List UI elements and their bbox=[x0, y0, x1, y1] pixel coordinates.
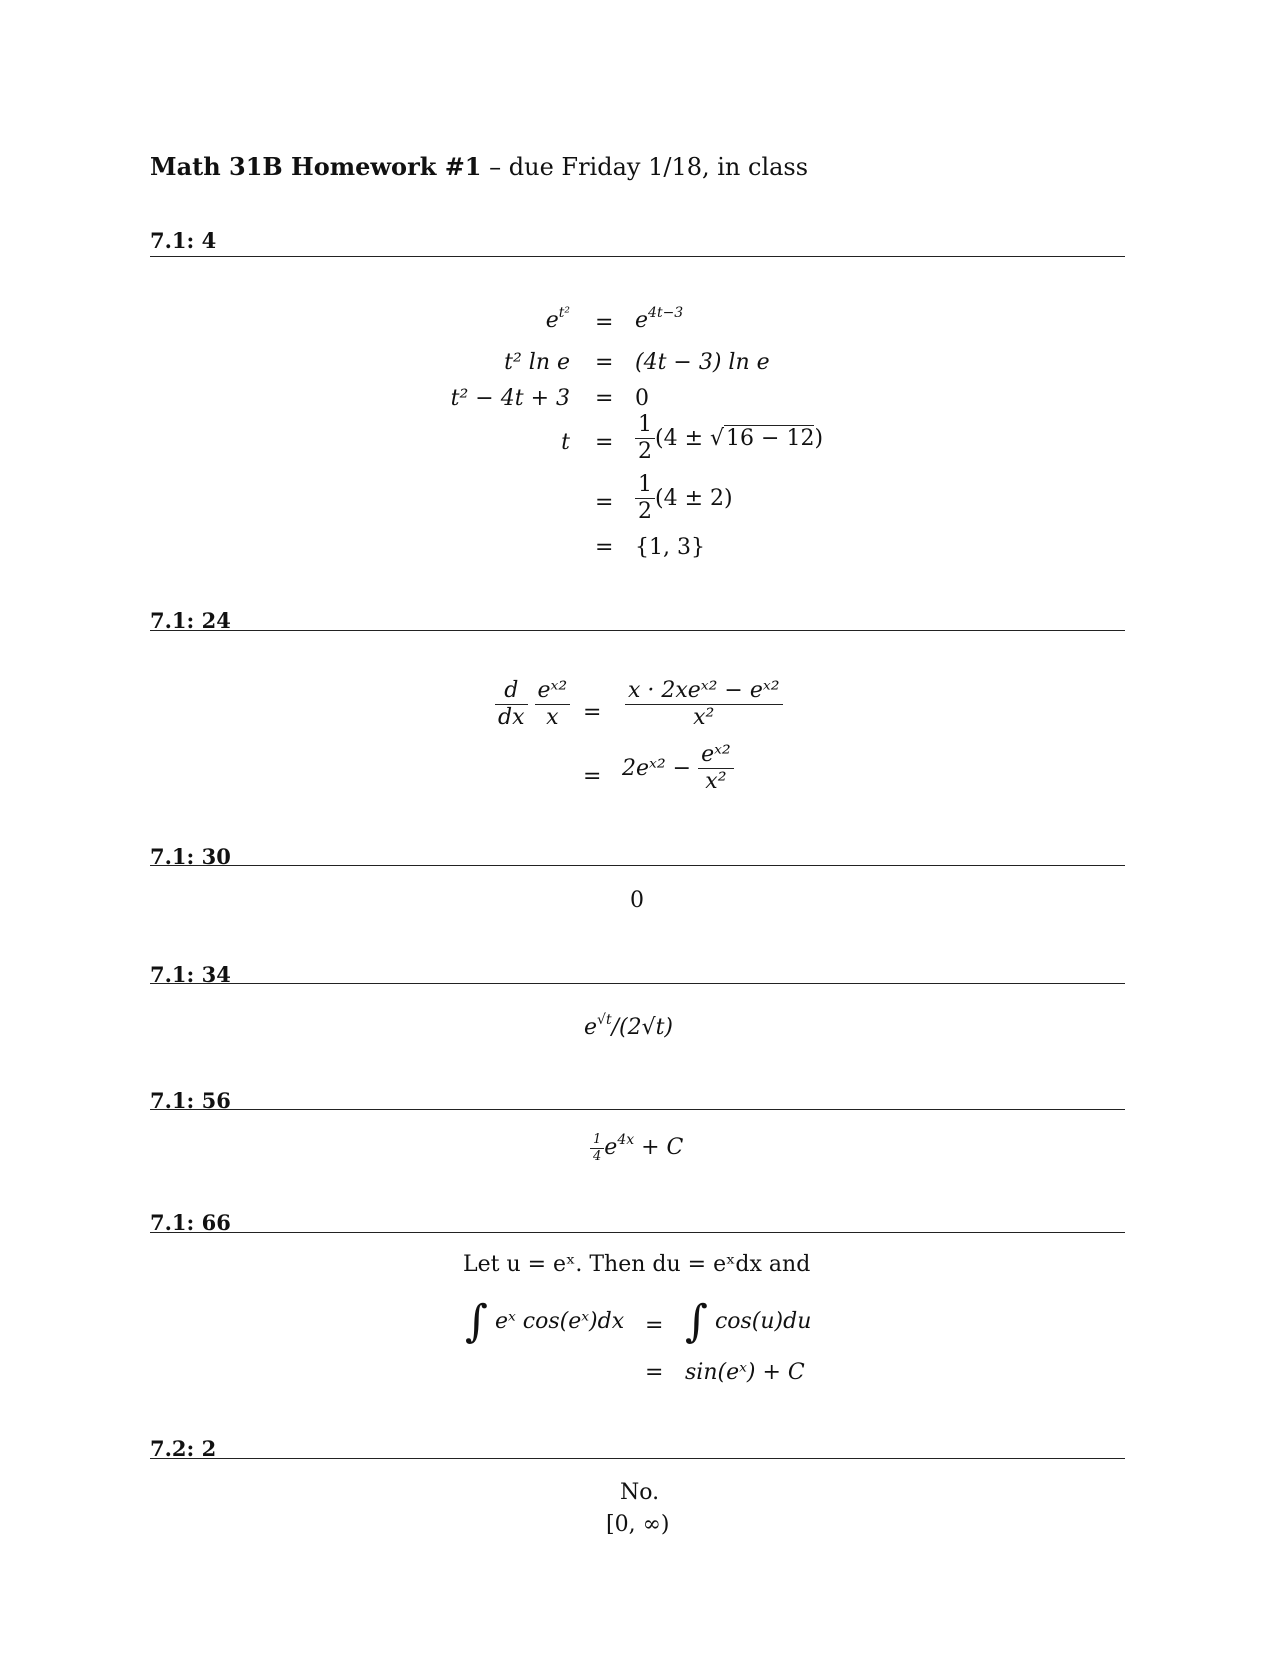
quotient-fraction: $\frac{\text{x · 2xeˣ² − eˣ²}}{\text{x²}}$ bbox=[625, 678, 783, 732]
derivative-lhs bbox=[495, 678, 570, 732]
one-half-fraction: $\frac{1}{2}$ bbox=[635, 472, 655, 526]
eq-line-1-rhs: $e^{4t-3}$ bbox=[635, 305, 684, 333]
section-label: 7.2: 2 bbox=[150, 1436, 217, 1461]
derivative-rhs-2: 2eˣ² − $\frac{\text{eˣ²}}{\text{x²}}$ bbox=[622, 742, 734, 796]
answer-7-2-2-line1: No. bbox=[620, 1480, 660, 1505]
answer-7-2-2-line2: [0, ∞) bbox=[606, 1512, 670, 1537]
page-title bbox=[150, 152, 808, 181]
equals-sign: = bbox=[583, 764, 602, 789]
equals-sign: = bbox=[595, 430, 614, 455]
one-half-fraction: $\frac{1}{2}$ bbox=[635, 412, 655, 466]
eq-line-4-lhs: t bbox=[561, 430, 570, 455]
section-label: 7.1: 4 bbox=[150, 228, 217, 253]
d-dx-fraction: $\frac{d}{dx}$ bbox=[495, 678, 528, 732]
integral-rhs-1: ∫ cos(u)du bbox=[685, 1296, 812, 1347]
section-rule bbox=[150, 983, 1125, 984]
integral-rhs-2: sin(eˣ) + C bbox=[685, 1360, 805, 1385]
title-bold: Math 31B Homework #1 bbox=[150, 152, 482, 181]
eq-line-5-rhs: $\frac{1}{2}$ (4 ± 2) bbox=[635, 472, 733, 526]
section-label: 7.1: 34 bbox=[150, 962, 231, 987]
function-fraction: $\frac{\text{eˣ²}}{x}$ bbox=[535, 678, 571, 732]
section-rule bbox=[150, 256, 1125, 257]
equals-sign: = bbox=[595, 350, 614, 375]
one-quarter-fraction: $\frac{1}{4}$ bbox=[590, 1132, 604, 1164]
section-label: 7.1: 66 bbox=[150, 1210, 231, 1235]
section-rule bbox=[150, 865, 1125, 866]
answer-7-1-34: $e^{√t}/(2√t)$ bbox=[584, 1012, 674, 1040]
section-rule bbox=[150, 1458, 1125, 1459]
section-rule bbox=[150, 630, 1125, 631]
eq-line-6-rhs: {1, 3} bbox=[635, 535, 705, 560]
eq-line-2-rhs: (4t − 3) ln e bbox=[635, 350, 770, 375]
equals-sign: = bbox=[645, 1360, 664, 1385]
title-rest: – due Friday 1/18, in class bbox=[489, 153, 809, 181]
answer-7-1-56: $\frac{1}{4}$ $e^{4x} + C$ bbox=[590, 1132, 683, 1164]
substitution-intro: Let u = eˣ. Then du = eˣdx and bbox=[463, 1252, 811, 1277]
equals-sign: = bbox=[595, 310, 614, 335]
answer-7-1-30: 0 bbox=[630, 888, 644, 913]
equals-sign: = bbox=[595, 386, 614, 411]
eq-line-2-lhs: t² ln e bbox=[504, 350, 570, 375]
eq-line-1-lhs: $e^{t^2}$ bbox=[545, 305, 570, 333]
simplified-fraction: $\frac{\text{eˣ²}}{\text{x²}}$ bbox=[698, 742, 734, 796]
eq-line-3-lhs: t² − 4t + 3 bbox=[450, 386, 570, 411]
section-label: 7.1: 56 bbox=[150, 1088, 231, 1113]
equals-sign: = bbox=[595, 535, 614, 560]
eq-line-4-rhs: $\frac{1}{2}$ (4 ± √16 − 12) bbox=[635, 412, 823, 466]
equals-sign: = bbox=[583, 700, 602, 725]
section-rule bbox=[150, 1232, 1125, 1233]
section-rule bbox=[150, 1109, 1125, 1110]
eq-line-3-rhs: 0 bbox=[635, 386, 649, 411]
equals-sign: = bbox=[645, 1313, 664, 1338]
integral-lhs: ∫ eˣ cos(eˣ)dx bbox=[465, 1296, 625, 1347]
section-label: 7.1: 30 bbox=[150, 844, 231, 869]
section-label: 7.1: 24 bbox=[150, 608, 231, 633]
equals-sign: = bbox=[595, 490, 614, 515]
derivative-rhs-1 bbox=[625, 678, 783, 732]
